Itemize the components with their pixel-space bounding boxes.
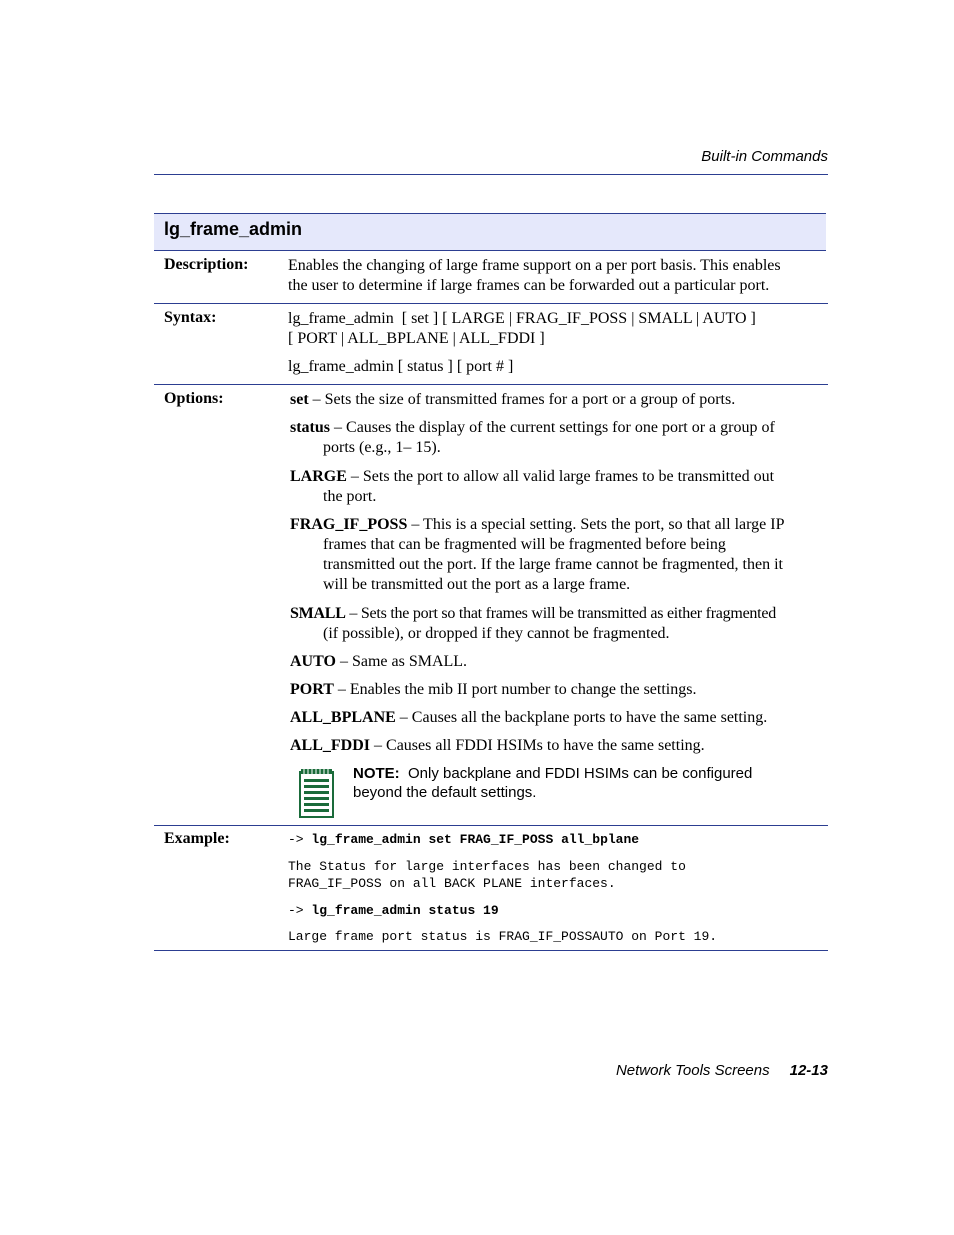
command-title-band	[154, 213, 826, 251]
note-label: NOTE:	[353, 765, 400, 782]
syntax-line: [ PORT | ALL_BPLANE | ALL_FDDI ]	[288, 330, 545, 347]
option-all-fddi	[290, 736, 825, 756]
option-term: set	[290, 391, 309, 408]
option-frag-if-poss	[290, 515, 825, 595]
description-line: Enables the changing of large frame support on a per port basis. This enables	[288, 257, 781, 274]
option-term: PORT	[290, 681, 334, 698]
syntax-label: Syntax:	[164, 309, 217, 326]
command-title: lg_frame_admin	[164, 219, 303, 239]
note-body: Only backplane and FDDI HSIMs can be configured	[399, 765, 753, 782]
option-term: LARGE	[290, 468, 347, 485]
output-line: The Status for large interfaces has been changed to	[288, 859, 686, 874]
option-port	[290, 680, 825, 700]
option-desc: transmitted out the port. If the large frame cannot be fragmented, then it	[323, 556, 783, 573]
note-text	[353, 764, 793, 802]
option-desc: – Enables the mib II port number to change the settings.	[333, 681, 697, 698]
description-line: the user to determine if large frames can be forwarded out a particular port.	[288, 277, 770, 294]
section-divider	[154, 303, 828, 304]
option-desc: – This is a special setting. Sets the port, so that all large IP	[407, 516, 785, 533]
output-line: FRAG_IF_POSS on all BACK PLANE interfaces.	[288, 876, 616, 891]
option-desc: (if possible), or dropped if they cannot be fragmented.	[323, 625, 670, 642]
footer-title: Network Tools Screens	[615, 1062, 770, 1079]
section-divider	[154, 825, 828, 826]
running-header: Built-in Commands	[701, 148, 828, 165]
notepad-icon	[298, 767, 336, 819]
options-label: Options:	[164, 390, 224, 407]
option-desc: – Causes all the backplane ports to have the same setting.	[395, 709, 768, 726]
command-text: lg_frame_admin set FRAG_IF_POSS all_bplane	[311, 832, 640, 847]
option-desc: ports (e.g., 1– 15).	[323, 439, 441, 456]
option-desc: frames that can be fragmented will be fragmented before being	[323, 536, 726, 553]
description-text	[288, 256, 823, 296]
option-term: status	[290, 419, 331, 436]
output-line: Large frame port status is FRAG_IF_POSSAUTO on Port 19.	[288, 929, 718, 944]
syntax-line: lg_frame_admin [ status ] [ port # ]	[288, 358, 514, 375]
option-term: AUTO	[290, 653, 336, 670]
option-desc: – Same as SMALL.	[335, 653, 468, 670]
example-output-1	[288, 858, 823, 892]
example-cmd-1	[288, 831, 823, 848]
option-status	[290, 418, 825, 458]
option-term: ALL_FDDI	[290, 737, 371, 754]
option-desc: the port.	[323, 488, 377, 505]
syntax-text	[288, 309, 823, 377]
example-label: Example:	[164, 830, 230, 847]
option-term: SMALL	[290, 605, 346, 622]
page-number: 12-13	[789, 1062, 828, 1079]
option-desc: – Causes the display of the current settings for one port or a group of	[330, 419, 775, 436]
option-desc: – Sets the port so that frames will be transmitted as either fragmented	[345, 605, 776, 622]
option-desc: – Sets the size of transmitted frames for a port or a group of ports.	[308, 391, 736, 408]
option-small	[290, 604, 825, 644]
table-bottom-rule	[154, 950, 828, 951]
description-label: Description:	[164, 256, 249, 273]
option-all-bplane	[290, 708, 825, 728]
option-set	[290, 390, 825, 410]
option-desc: – Causes all FDDI HSIMs to have the same setting.	[370, 737, 705, 754]
command-prompt: ->	[288, 832, 304, 847]
command-prompt: ->	[288, 903, 304, 918]
note-body: beyond the default settings.	[353, 784, 537, 801]
option-term: FRAG_IF_POSS	[290, 516, 408, 533]
option-desc: will be transmitted out the port as a large frame.	[323, 576, 631, 593]
option-term: ALL_BPLANE	[290, 709, 396, 726]
option-desc: – Sets the port to allow all valid large frames to be transmitted out	[346, 468, 775, 485]
syntax-line: lg_frame_admin [ set ] [ LARGE | FRAG_IF_POSS | SMALL | AUTO ]	[288, 310, 756, 327]
example-output-2	[288, 928, 823, 945]
page-footer	[616, 1062, 828, 1079]
header-rule	[154, 174, 828, 175]
command-text: lg_frame_admin status 19	[311, 903, 499, 918]
example-cmd-2	[288, 902, 823, 919]
option-large	[290, 467, 825, 507]
option-auto	[290, 652, 825, 672]
section-divider	[154, 384, 828, 385]
